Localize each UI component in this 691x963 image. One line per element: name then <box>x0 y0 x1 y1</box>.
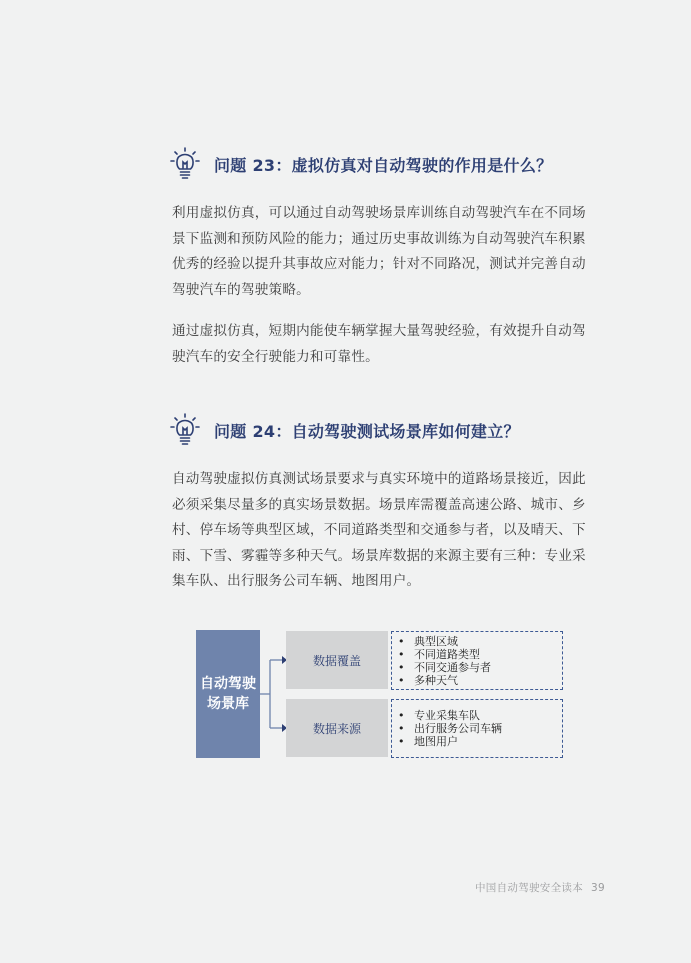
section-23-heading <box>170 147 552 181</box>
paragraph: 通过虚拟仿真，短期内能使车辆掌握大量驾驶经验，有效提升自动驾驶汽车的安全行驶能力和可靠性。 <box>172 323 586 365</box>
paragraph: 利用虚拟仿真，可以通过自动驾驶场景库训练自动驾驶汽车在不同场景下监测和预防风险的能力；通过历史事故训练为自动驾驶汽车积累优秀的经验以提升其事故应对能力；针对不同路况，测试并完善自动驾驶汽车的驾驶策略。 <box>172 205 586 298</box>
section-24-heading <box>170 413 520 447</box>
book-title: 中国自动驾驶安全读本 <box>475 882 583 894</box>
lightbulb-icon <box>170 147 200 181</box>
paragraph: 自动驾驶虚拟仿真测试场景要求与真实环境中的道路场景接近，因此必须采集尽量多的真实场景数据。场景库需覆盖高速公路、城市、乡村、停车场等典型区域，不同道路类型和交通参与者，以及晴天、下雨、下雪、雾霾等多种天气。场景库数据的来源主要有三种：专业采集车队、出行服务公司车辆、地图用户。 <box>172 471 586 589</box>
data-source-box <box>286 699 388 757</box>
list-item: • 多种天气 <box>398 674 458 687</box>
list-item: • 典型区域 <box>398 635 458 648</box>
list-item: • 不同道路类型 <box>398 648 480 661</box>
root-label-line1: 自动驾驶 <box>200 676 256 692</box>
list-item: • 不同交通参与者 <box>398 661 491 674</box>
branch-label: 数据来源 <box>312 721 361 736</box>
list-item: • 专业采集车队 <box>398 709 480 722</box>
source-list <box>391 699 563 758</box>
section-title: 问题 23：虚拟仿真对自动驾驶的作用是什么？ <box>214 155 553 175</box>
scenario-library-box <box>196 630 260 758</box>
root-label-line2: 场景库 <box>207 696 249 712</box>
coverage-list <box>391 631 563 690</box>
lightbulb-icon <box>170 413 200 447</box>
page-number: 39 <box>591 882 605 894</box>
page-footer <box>475 880 605 895</box>
section-title: 问题 24：自动驾驶测试场景库如何建立？ <box>214 421 520 441</box>
branch-label: 数据覆盖 <box>312 653 361 668</box>
scenario-library-diagram <box>196 630 568 760</box>
list-item: • 地图用户 <box>398 735 458 748</box>
data-coverage-box <box>286 631 388 689</box>
list-item: • 出行服务公司车辆 <box>398 722 502 735</box>
